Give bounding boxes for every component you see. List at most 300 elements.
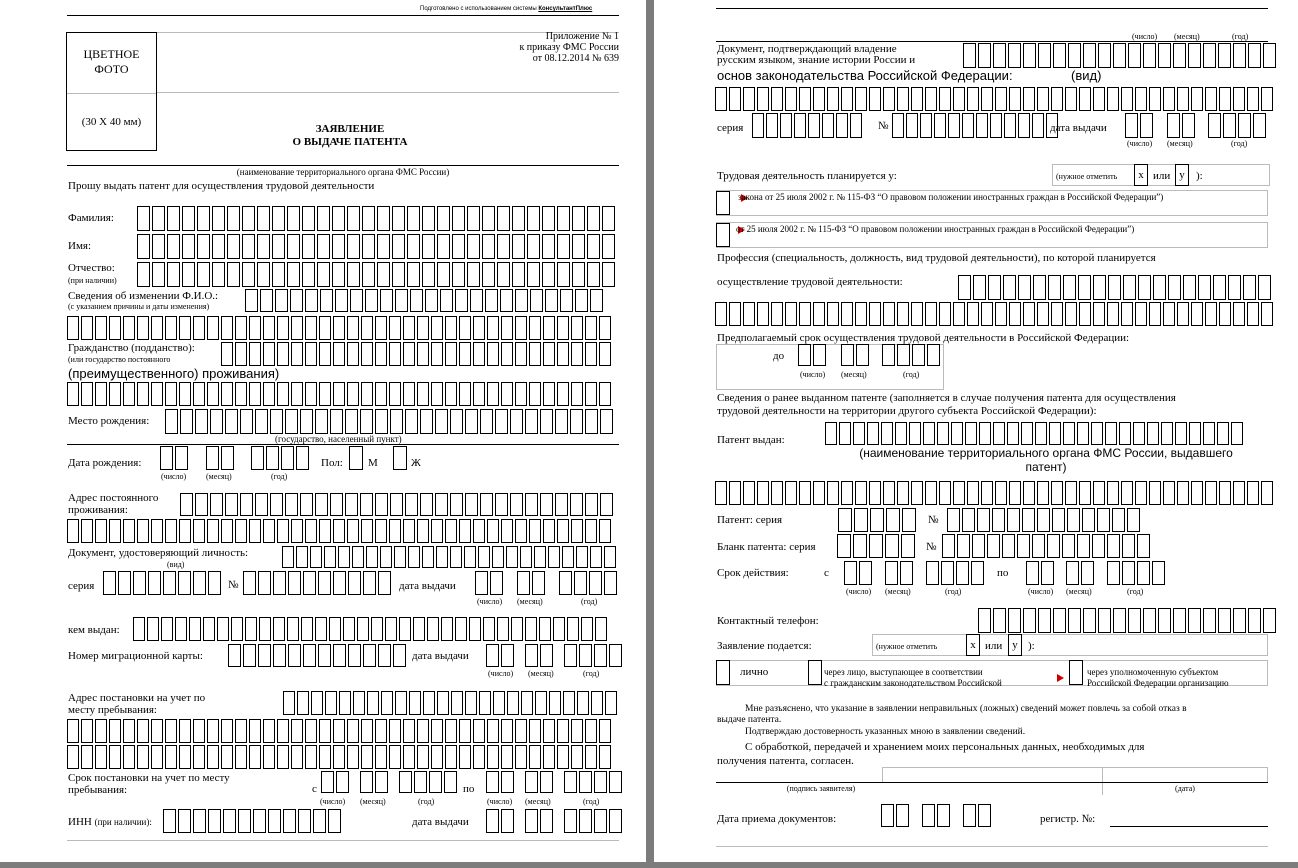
- input-cell[interactable]: [1107, 87, 1119, 111]
- input-cell[interactable]: [995, 87, 1007, 111]
- input-cell[interactable]: [338, 546, 350, 568]
- accept-month-cells[interactable]: [922, 804, 950, 827]
- input-cell[interactable]: [520, 546, 532, 568]
- input-cell[interactable]: [535, 691, 547, 715]
- input-cell[interactable]: [363, 644, 376, 667]
- input-cell[interactable]: [510, 493, 523, 516]
- input-cell[interactable]: [953, 87, 965, 111]
- input-cell[interactable]: [361, 382, 373, 406]
- input-cell[interactable]: [1009, 302, 1021, 326]
- input-cell[interactable]: [1097, 508, 1110, 532]
- input-cell[interactable]: [1035, 422, 1047, 445]
- citizenship-cells[interactable]: [221, 342, 611, 366]
- input-cell[interactable]: [1047, 534, 1060, 558]
- input-cell[interactable]: [1189, 422, 1201, 445]
- lang-doc-cells[interactable]: [963, 43, 1276, 68]
- input-cell[interactable]: [423, 691, 435, 715]
- input-cell[interactable]: [591, 691, 603, 715]
- input-cell[interactable]: [564, 809, 577, 833]
- input-cell[interactable]: [543, 719, 555, 743]
- input-cell[interactable]: [260, 289, 273, 312]
- input-cell[interactable]: [993, 422, 1005, 445]
- input-cell[interactable]: [1263, 608, 1276, 633]
- input-cell[interactable]: [1107, 481, 1119, 505]
- input-cell[interactable]: [487, 719, 499, 743]
- input-cell[interactable]: [925, 481, 937, 505]
- input-cell[interactable]: [249, 745, 261, 769]
- input-cell[interactable]: [151, 316, 163, 340]
- input-cell[interactable]: [329, 617, 341, 641]
- input-cell[interactable]: [95, 519, 107, 543]
- input-cell[interactable]: [1049, 422, 1061, 445]
- input-cell[interactable]: [321, 771, 334, 793]
- input-cell[interactable]: [813, 344, 826, 366]
- input-cell[interactable]: [967, 302, 979, 326]
- input-cell[interactable]: [897, 344, 910, 366]
- input-cell[interactable]: [609, 771, 622, 793]
- input-cell[interactable]: [495, 493, 508, 516]
- input-cell[interactable]: [445, 719, 457, 743]
- input-cell[interactable]: [319, 519, 331, 543]
- accept-day-cells[interactable]: [881, 804, 909, 827]
- input-cell[interactable]: [1233, 481, 1245, 505]
- input-cell[interactable]: [579, 644, 592, 667]
- input-cell[interactable]: [926, 561, 939, 585]
- input-cell[interactable]: [587, 206, 600, 231]
- input-cell[interactable]: [977, 508, 990, 532]
- input-cell[interactable]: [967, 87, 979, 111]
- input-cell[interactable]: [716, 191, 730, 215]
- input-cell[interactable]: [963, 43, 976, 68]
- input-cell[interactable]: [227, 262, 240, 287]
- input-cell[interactable]: [235, 382, 247, 406]
- input-cell[interactable]: [480, 409, 493, 434]
- input-cell[interactable]: [249, 382, 261, 406]
- input-cell[interactable]: [1119, 422, 1131, 445]
- input-cell[interactable]: [911, 87, 923, 111]
- validity-to-day-cells[interactable]: [1026, 561, 1054, 585]
- input-cell[interactable]: [869, 87, 881, 111]
- lang-doc-cells-2[interactable]: [715, 87, 1273, 111]
- input-cell[interactable]: [277, 519, 289, 543]
- input-cell[interactable]: [361, 342, 373, 366]
- input-cell[interactable]: [1247, 87, 1259, 111]
- input-cell[interactable]: [235, 316, 247, 340]
- input-cell[interactable]: [302, 206, 315, 231]
- input-cell[interactable]: [1037, 481, 1049, 505]
- input-cell[interactable]: [347, 745, 359, 769]
- input-cell[interactable]: [450, 493, 463, 516]
- input-cell[interactable]: [529, 719, 541, 743]
- input-cell[interactable]: [300, 493, 313, 516]
- input-cell[interactable]: [1177, 87, 1189, 111]
- input-cell[interactable]: [967, 481, 979, 505]
- input-cell[interactable]: [571, 519, 583, 543]
- input-cell[interactable]: [941, 561, 954, 585]
- input-cell[interactable]: [957, 534, 970, 558]
- migration-day-cells[interactable]: [486, 644, 514, 667]
- input-cell[interactable]: [1105, 422, 1117, 445]
- input-cell[interactable]: [1173, 43, 1186, 68]
- input-cell[interactable]: [515, 316, 527, 340]
- input-cell[interactable]: [180, 409, 193, 434]
- input-cell[interactable]: [1128, 43, 1141, 68]
- input-cell[interactable]: [283, 809, 296, 833]
- input-cell[interactable]: [501, 771, 514, 793]
- input-cell[interactable]: [347, 519, 359, 543]
- input-cell[interactable]: [553, 617, 565, 641]
- input-cell[interactable]: [525, 409, 538, 434]
- input-cell[interactable]: [437, 206, 450, 231]
- input-cell[interactable]: [378, 571, 391, 595]
- input-cell[interactable]: [455, 617, 467, 641]
- input-cell[interactable]: [1032, 113, 1044, 138]
- input-cell[interactable]: [347, 234, 360, 259]
- input-cell[interactable]: [469, 617, 481, 641]
- input-cell[interactable]: [604, 571, 617, 595]
- input-cell[interactable]: [81, 519, 93, 543]
- input-cell[interactable]: [1002, 534, 1015, 558]
- input-cell[interactable]: [245, 617, 257, 641]
- sex-female-cell[interactable]: [393, 446, 407, 470]
- input-cell[interactable]: [403, 719, 415, 743]
- input-cell[interactable]: [263, 719, 275, 743]
- input-cell[interactable]: [599, 316, 611, 340]
- input-cell[interactable]: [296, 546, 308, 568]
- input-cell[interactable]: [589, 571, 602, 595]
- input-cell[interactable]: [242, 234, 255, 259]
- input-cell[interactable]: [1083, 43, 1096, 68]
- input-cell[interactable]: [1079, 302, 1091, 326]
- inn-month-cells[interactable]: [525, 809, 553, 833]
- input-cell[interactable]: [348, 644, 361, 667]
- input-cell[interactable]: [585, 316, 597, 340]
- input-cell[interactable]: [165, 316, 177, 340]
- input-cell[interactable]: [962, 508, 975, 532]
- input-cell[interactable]: [1219, 302, 1231, 326]
- input-cell[interactable]: [1009, 87, 1021, 111]
- input-cell[interactable]: [563, 691, 575, 715]
- input-cell[interactable]: [883, 302, 895, 326]
- input-cell[interactable]: [909, 422, 921, 445]
- input-cell[interactable]: [414, 771, 427, 793]
- input-cell[interactable]: [1107, 561, 1120, 585]
- input-cell[interactable]: [409, 691, 421, 715]
- input-cell[interactable]: [1219, 87, 1231, 111]
- input-cell[interactable]: [542, 234, 555, 259]
- input-cell[interactable]: [381, 691, 393, 715]
- input-cell[interactable]: [1143, 43, 1156, 68]
- migration-card-cells[interactable]: [228, 644, 406, 667]
- input-cell[interactable]: [410, 289, 423, 312]
- input-cell[interactable]: [599, 342, 611, 366]
- input-cell[interactable]: [459, 745, 471, 769]
- input-cell[interactable]: [990, 113, 1002, 138]
- input-cell[interactable]: [425, 289, 438, 312]
- input-cell[interactable]: [571, 745, 583, 769]
- input-cell[interactable]: [336, 771, 349, 793]
- input-cell[interactable]: [319, 719, 331, 743]
- input-cell[interactable]: [1023, 87, 1035, 111]
- input-cell[interactable]: [838, 508, 852, 532]
- input-cell[interactable]: [939, 87, 951, 111]
- input-cell[interactable]: [333, 519, 345, 543]
- input-cell[interactable]: [540, 493, 553, 516]
- input-cell[interactable]: [1128, 608, 1141, 633]
- input-cell[interactable]: [577, 691, 589, 715]
- input-cell[interactable]: [371, 617, 383, 641]
- input-cell[interactable]: [836, 113, 848, 138]
- input-cell[interactable]: [182, 234, 195, 259]
- input-cell[interactable]: [431, 316, 443, 340]
- input-cell[interactable]: [965, 422, 977, 445]
- input-cell[interactable]: [319, 342, 331, 366]
- input-cell[interactable]: [375, 409, 388, 434]
- input-cell[interactable]: [485, 289, 498, 312]
- input-cell[interactable]: [609, 644, 622, 667]
- input-cell[interactable]: [1093, 87, 1105, 111]
- input-cell[interactable]: [542, 206, 555, 231]
- input-cell[interactable]: [277, 316, 289, 340]
- input-cell[interactable]: [897, 302, 909, 326]
- input-cell[interactable]: [545, 289, 558, 312]
- input-cell[interactable]: [227, 234, 240, 259]
- input-cell[interactable]: [870, 508, 884, 532]
- input-cell[interactable]: [486, 809, 499, 833]
- input-cell[interactable]: [1032, 534, 1045, 558]
- input-cell[interactable]: [395, 289, 408, 312]
- input-cell[interactable]: [575, 289, 588, 312]
- input-cell[interactable]: [599, 519, 611, 543]
- input-cell[interactable]: [133, 617, 145, 641]
- input-cell[interactable]: [1247, 481, 1259, 505]
- input-cell[interactable]: [827, 481, 839, 505]
- input-cell[interactable]: [360, 493, 373, 516]
- input-cell[interactable]: [934, 113, 946, 138]
- input-cell[interactable]: [972, 534, 985, 558]
- input-cell[interactable]: [978, 804, 991, 827]
- input-cell[interactable]: [605, 691, 617, 715]
- input-cell[interactable]: [1003, 275, 1016, 300]
- input-cell[interactable]: [165, 382, 177, 406]
- input-cell[interactable]: [361, 719, 373, 743]
- input-cell[interactable]: [515, 745, 527, 769]
- input-cell[interactable]: [291, 342, 303, 366]
- input-cell[interactable]: [525, 493, 538, 516]
- input-cell[interactable]: [206, 446, 219, 470]
- input-cell[interactable]: [152, 262, 165, 287]
- input-cell[interactable]: [465, 691, 477, 715]
- term-day-cells[interactable]: [798, 344, 826, 366]
- input-cell[interactable]: [311, 691, 323, 715]
- validity-from-year-cells[interactable]: [926, 561, 984, 585]
- lang-series-cells[interactable]: [752, 113, 862, 138]
- input-cell[interactable]: [475, 571, 488, 595]
- input-cell[interactable]: [445, 745, 457, 769]
- input-cell[interactable]: [422, 234, 435, 259]
- input-cell[interactable]: [1018, 113, 1030, 138]
- input-cell[interactable]: [501, 382, 513, 406]
- input-cell[interactable]: [1037, 87, 1049, 111]
- input-cell[interactable]: [827, 87, 839, 111]
- input-cell[interactable]: [365, 289, 378, 312]
- input-cell[interactable]: [257, 262, 270, 287]
- input-cell[interactable]: [557, 519, 569, 543]
- input-cell[interactable]: [1062, 534, 1075, 558]
- input-cell[interactable]: [375, 493, 388, 516]
- input-cell[interactable]: [195, 409, 208, 434]
- input-cell[interactable]: [363, 571, 376, 595]
- input-cell[interactable]: [510, 409, 523, 434]
- input-cell[interactable]: [883, 481, 895, 505]
- input-cell[interactable]: [557, 206, 570, 231]
- input-cell[interactable]: [799, 302, 811, 326]
- input-cell[interactable]: [290, 289, 303, 312]
- input-cell[interactable]: [315, 409, 328, 434]
- input-cell[interactable]: [221, 719, 233, 743]
- input-cell[interactable]: [771, 302, 783, 326]
- input-cell[interactable]: [435, 493, 448, 516]
- input-cell[interactable]: [1063, 422, 1075, 445]
- input-cell[interactable]: [255, 493, 268, 516]
- input-cell[interactable]: [752, 113, 764, 138]
- input-cell[interactable]: [1022, 508, 1035, 532]
- input-cell[interactable]: [900, 561, 913, 585]
- input-cell[interactable]: [555, 493, 568, 516]
- birth-day-cells[interactable]: [160, 446, 188, 470]
- input-cell[interactable]: [405, 493, 418, 516]
- input-cell[interactable]: [785, 302, 797, 326]
- accept-year-cells[interactable]: [963, 804, 991, 827]
- input-cell[interactable]: [1017, 534, 1030, 558]
- input-cell[interactable]: [995, 302, 1007, 326]
- input-cell[interactable]: [902, 508, 916, 532]
- input-cell[interactable]: [178, 809, 191, 833]
- input-cell[interactable]: [1175, 422, 1187, 445]
- input-cell[interactable]: [288, 571, 301, 595]
- input-cell[interactable]: [947, 508, 960, 532]
- input-cell[interactable]: [540, 809, 553, 833]
- input-cell[interactable]: [266, 446, 279, 470]
- reg-to-day-cells[interactable]: [486, 771, 514, 793]
- input-cell[interactable]: [133, 571, 146, 595]
- input-cell[interactable]: [1079, 87, 1091, 111]
- input-cell[interactable]: [729, 481, 741, 505]
- input-cell[interactable]: [594, 771, 607, 793]
- input-cell[interactable]: [118, 571, 131, 595]
- input-cell[interactable]: [827, 302, 839, 326]
- input-cell[interactable]: [459, 382, 471, 406]
- input-cell[interactable]: [1183, 275, 1196, 300]
- input-cell[interactable]: [459, 316, 471, 340]
- input-cell[interactable]: [599, 719, 611, 743]
- input-cell[interactable]: [243, 644, 256, 667]
- input-cell[interactable]: [594, 809, 607, 833]
- input-cell[interactable]: [235, 719, 247, 743]
- input-cell[interactable]: [822, 113, 834, 138]
- input-cell[interactable]: [587, 262, 600, 287]
- input-cell[interactable]: [300, 409, 313, 434]
- input-cell[interactable]: [408, 546, 420, 568]
- input-cell[interactable]: [347, 262, 360, 287]
- input-cell[interactable]: [420, 409, 433, 434]
- input-cell[interactable]: [137, 206, 150, 231]
- input-cell[interactable]: [291, 519, 303, 543]
- input-cell[interactable]: [483, 617, 495, 641]
- input-cell[interactable]: [501, 644, 514, 667]
- input-cell[interactable]: [167, 206, 180, 231]
- inn-cells[interactable]: [163, 809, 341, 833]
- input-cell[interactable]: [1018, 275, 1031, 300]
- input-cell[interactable]: [221, 316, 233, 340]
- input-cell[interactable]: [459, 519, 471, 543]
- input-cell[interactable]: [165, 409, 178, 434]
- input-cell[interactable]: [95, 719, 107, 743]
- input-cell[interactable]: [1091, 422, 1103, 445]
- input-cell[interactable]: [495, 409, 508, 434]
- input-cell[interactable]: [487, 316, 499, 340]
- input-cell[interactable]: [595, 617, 607, 641]
- input-cell[interactable]: [927, 344, 940, 366]
- input-cell[interactable]: [1121, 302, 1133, 326]
- input-cell[interactable]: [399, 771, 412, 793]
- input-cell[interactable]: [380, 289, 393, 312]
- input-cell[interactable]: [1081, 561, 1094, 585]
- input-cell[interactable]: [548, 546, 560, 568]
- input-cell[interactable]: [1113, 43, 1126, 68]
- input-cell[interactable]: [869, 481, 881, 505]
- input-cell[interactable]: [1231, 422, 1243, 445]
- input-cell[interactable]: [305, 316, 317, 340]
- input-cell[interactable]: [332, 234, 345, 259]
- input-cell[interactable]: [259, 617, 271, 641]
- input-cell[interactable]: [333, 745, 345, 769]
- input-cell[interactable]: [1205, 481, 1217, 505]
- input-cell[interactable]: [1008, 43, 1021, 68]
- input-cell[interactable]: [137, 719, 149, 743]
- input-cell[interactable]: [515, 519, 527, 543]
- input-cell[interactable]: [925, 302, 937, 326]
- input-cell[interactable]: [599, 745, 611, 769]
- input-cell[interactable]: [953, 481, 965, 505]
- input-cell[interactable]: [193, 382, 205, 406]
- input-cell[interactable]: [81, 745, 93, 769]
- input-cell[interactable]: [178, 571, 191, 595]
- input-cell[interactable]: [517, 571, 530, 595]
- law-1-checkbox[interactable]: [716, 191, 730, 215]
- input-cell[interactable]: [473, 382, 485, 406]
- input-cell[interactable]: [480, 493, 493, 516]
- input-cell[interactable]: [543, 745, 555, 769]
- input-cell[interactable]: [501, 519, 513, 543]
- input-cell[interactable]: [1158, 608, 1171, 633]
- input-cell[interactable]: [249, 519, 261, 543]
- input-cell[interactable]: [529, 382, 541, 406]
- input-cell[interactable]: [242, 262, 255, 287]
- input-cell[interactable]: [137, 234, 150, 259]
- input-cell[interactable]: [207, 745, 219, 769]
- input-cell[interactable]: [799, 87, 811, 111]
- input-cell[interactable]: [1008, 608, 1021, 633]
- input-cell[interactable]: [257, 234, 270, 259]
- input-cell[interactable]: [1051, 302, 1063, 326]
- input-cell[interactable]: [906, 113, 918, 138]
- input-cell[interactable]: [249, 342, 261, 366]
- input-cell[interactable]: [319, 745, 331, 769]
- input-cell[interactable]: [501, 316, 513, 340]
- input-cell[interactable]: [529, 342, 541, 366]
- input-cell[interactable]: [937, 422, 949, 445]
